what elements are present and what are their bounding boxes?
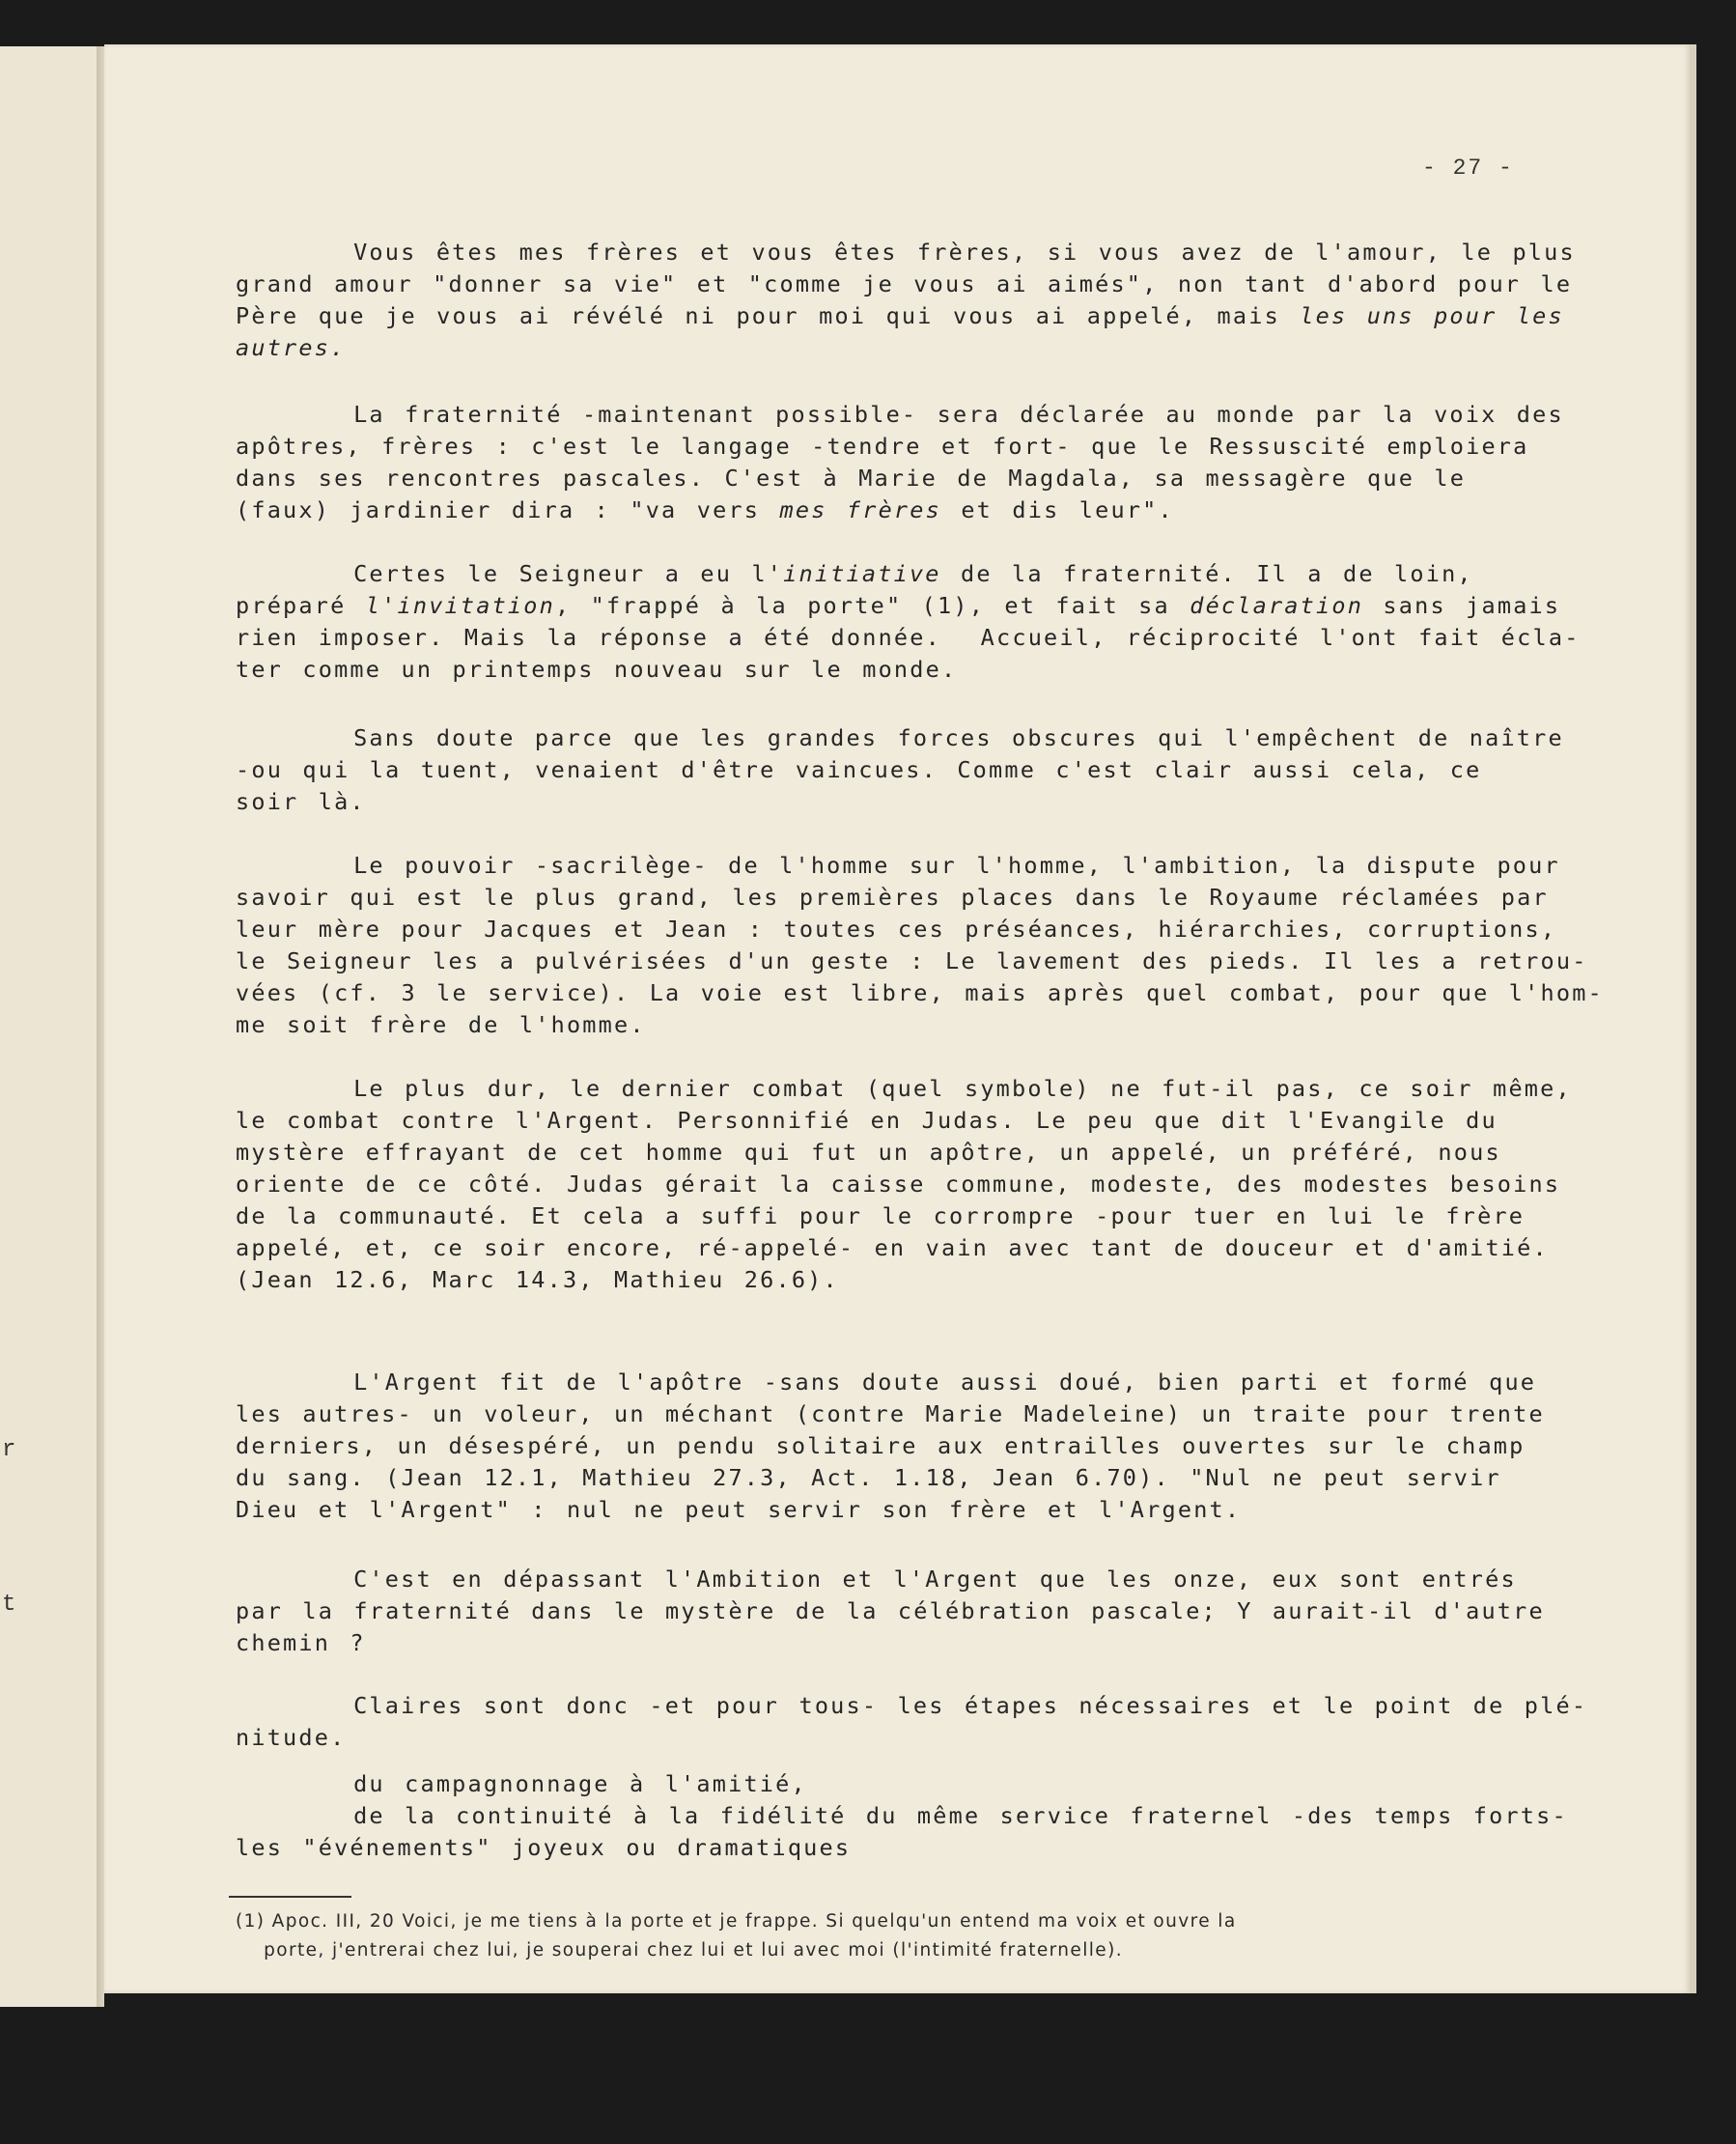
text-segment: me soit frère de l'homme. [236,1011,646,1038]
text-line [236,1832,1558,1864]
text-segment: sans jamais [1363,592,1561,619]
text-segment: savoir qui est le plus grand, les premières places dans le Royaume réclamées par [236,884,1549,911]
text-line [236,882,1558,914]
text-line [236,654,1558,686]
paragraph [236,850,1604,1041]
footnote-line: (1) Apoc. III, 20 Voici, je me tiens à la porte et je frappe. Si quelqu'un entend ma voix et ouvre la [236,1911,1237,1932]
text-segment: appelé, et, ce soir encore, ré-appelé- en vain avec tant de douceur et d'amitié. [236,1234,1549,1261]
text-segment: oriente de ce côté. Judas gérait la caisse commune, modeste, des modestes besoins [236,1171,1561,1198]
italic-text: l'invitation [365,592,555,619]
footnote-rule [229,1896,351,1898]
paragraph [236,237,1576,364]
paragraph [236,1367,1558,1526]
text-segment: chemin ? [236,1629,366,1656]
text-segment: Certes le Seigneur a eu l' [236,560,784,587]
text-line [236,431,1558,463]
text-line [236,754,1558,786]
text-segment: Sans doute parce que les grandes forces obscures qui l'empêchent de naître [236,724,1564,751]
text-segment: Le pouvoir -sacrilège- de l'homme sur l'homme, l'ambition, la dispute pour [236,852,1560,879]
page-edge [1690,44,1696,1993]
text-segment: dans ses rencontres pascales. C'est à Marie de Magdala, sa messagère que le [236,465,1467,492]
footnote-line: porte, j'entrerai chez lui, je souperai chez lui et lui avec moi (l'intimité fraternelle). [236,1940,1123,1961]
text-line [236,850,1558,882]
text-line [236,1800,1568,1832]
text-segment: Vous êtes mes frères et vous êtes frères, si vous avez de l'amour, le plus [236,239,1576,266]
paragraph [236,1564,1558,1659]
text-line [236,1690,1588,1722]
paragraph [236,558,1581,686]
text-line [236,1232,1558,1264]
text-line [236,1398,1558,1430]
text-line [236,1595,1558,1627]
text-segment: du sang. (Jean 12.1, Mathieu 27.3, Act. 1.18, Jean 6.70). "Nul ne peut servir [236,1464,1501,1491]
text-segment: de la continuité à la fidélité du même service fraternel -des temps forts- [236,1802,1568,1829]
text-segment: ter comme un printemps nouveau sur le monde. [236,656,958,683]
paragraph [236,1768,1568,1864]
text-segment: le Seigneur les a pulvérisées d'un geste : Le lavement des pieds. Il les a retrou- [236,947,1588,974]
text-line [236,1009,1558,1041]
text-segment: derniers, un désespéré, un pendu solitaire aux entrailles ouvertes sur le champ [236,1432,1526,1459]
text-line [236,300,1564,332]
text-segment: (faux) jardinier dira : "va vers [236,496,780,523]
text-line [236,1564,1558,1595]
paragraph [236,722,1564,818]
text-segment: grand amour "donner sa vie" et "comme je vous ai aimés", non tant d'abord pour le [236,270,1573,297]
text-line [236,1137,1558,1169]
text-line [236,237,1576,268]
text-line [236,399,1564,431]
text-line [236,977,1604,1009]
text-line [236,332,1558,364]
text-line [236,1722,1558,1754]
text-segment: le combat contre l'Argent. Personnifié en Judas. Le peu que dit l'Evangile du [236,1107,1498,1134]
text-line [236,1494,1558,1526]
facing-page-fragment: t [2,1592,16,1618]
paragraph [236,399,1564,526]
text-segment: préparé [236,592,366,619]
text-line [236,494,1558,526]
text-segment: C'est en dépassant l'Ambition et l'Argent que les onze, eux sont entrés [236,1566,1517,1593]
text-segment: leur mère pour Jacques et Jean : toutes ces préséances, hiérarchies, corruptions, [236,916,1557,943]
book-gutter [97,46,104,2007]
text-segment: du campagnonnage à l'amitié, [236,1770,807,1797]
text-segment: rien imposer. Mais la réponse a été donnée. Accueil, réciprocité l'ont fait écla- [236,624,1581,651]
text-line [236,558,1558,590]
text-line [236,1105,1558,1137]
text-segment: La fraternité -maintenant possible- sera déclarée au monde par la voix des [236,401,1564,428]
footnote [236,1907,1587,1965]
text-segment: Père que je vous ai révélé ni pour moi qui vous ai appelé, mais [236,302,1301,329]
italic-text: initiative [783,560,941,587]
text-line [236,1462,1558,1494]
text-line [236,945,1588,977]
text-segment: mystère effrayant de cet homme qui fut un apôtre, un appelé, un préféré, nous [236,1139,1501,1166]
text-segment: soir là. [236,788,366,815]
text-segment: , "frappé à la porte" (1), et fait sa [554,592,1190,619]
text-line [236,1367,1558,1398]
text-segment: Dieu et l'Argent" : nul ne peut servir son frère et l'Argent. [236,1496,1242,1523]
text-segment: de la communauté. Et cela a suffi pour le corrompre -pour tuer en lui le frère [236,1202,1526,1229]
text-line [236,590,1561,622]
text-line [236,1768,1558,1800]
text-segment: (Jean 12.6, Marc 14.3, Mathieu 26.6). [236,1266,839,1293]
text-segment: par la fraternité dans le mystère de la célébration pascale; Y aurait-il d'autre [236,1597,1545,1624]
paragraph [236,1073,1572,1296]
text-segment: les "événements" joyeux ou dramatiques [236,1834,852,1861]
text-segment: -ou qui la tuent, venaient d'être vaincues. Comme c'est clair aussi cela, ce [236,756,1482,783]
text-line [236,1264,1558,1296]
text-line [236,1200,1558,1232]
text-segment: Claires sont donc -et pour tous- les étapes nécessaires et le point de plé- [236,1692,1588,1719]
text-line [236,1073,1572,1105]
page-number: - 27 - [1422,155,1514,181]
text-line [236,1169,1561,1200]
facing-page-fragment: r [2,1437,16,1463]
text-line [236,786,1558,818]
text-segment: les autres- un voleur, un méchant (contre Marie Madeleine) un traite pour trente [236,1400,1545,1427]
italic-text: mes frères [779,496,941,523]
italic-text: autres. [236,334,347,361]
text-line [236,722,1564,754]
text-segment: apôtres, frères : c'est le langage -tendre et fort- que le Ressuscité emploiera [236,433,1529,460]
text-segment: L'Argent fit de l'apôtre -sans doute aussi doué, bien parti et formé que [236,1368,1537,1396]
italic-text: déclaration [1190,592,1364,619]
text-line [236,1627,1558,1659]
text-segment: et dis leur". [940,496,1174,523]
text-line [236,463,1558,494]
facing-page-edge [0,46,101,2007]
text-segment: Le plus dur, le dernier combat (quel symbole) ne fut-il pas, ce soir même, [236,1075,1572,1102]
italic-text: les uns pour les [1300,302,1564,329]
text-line [236,268,1573,300]
text-line [236,914,1558,945]
paragraph [236,1690,1588,1754]
text-segment: vées (cf. 3 le service). La voie est libre, mais après quel combat, pour que l'hom- [236,979,1604,1006]
text-line [236,622,1581,654]
text-segment: de la fraternité. Il a de loin, [940,560,1473,587]
text-segment: nitude. [236,1724,347,1751]
text-line [236,1430,1558,1462]
